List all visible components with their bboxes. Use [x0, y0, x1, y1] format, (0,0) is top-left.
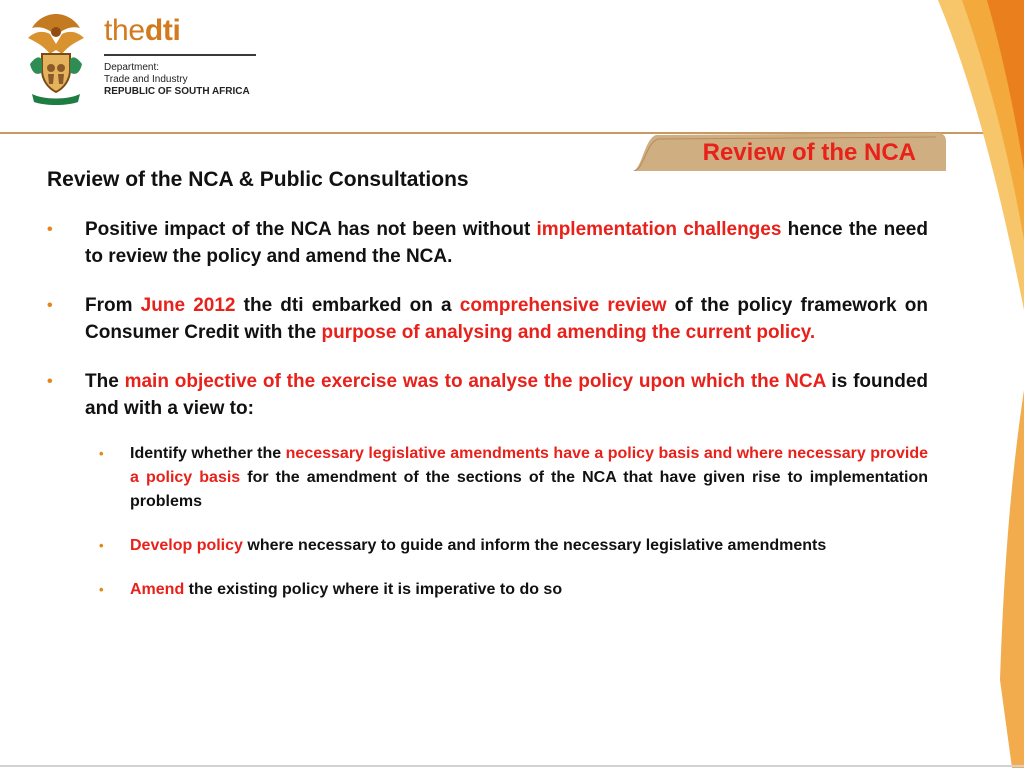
department-line-2: Trade and Industry [104, 74, 188, 85]
text-segment: is founded and with a view to: [85, 371, 928, 419]
section-title: Review of the NCA [702, 139, 916, 166]
sub-bullet-list [99, 442, 929, 602]
bullet-item [47, 292, 928, 346]
corner-swoosh-mid [962, 0, 1024, 240]
sub-bullet-marker: • [99, 446, 104, 461]
text-segment: the dti embarked on a [235, 295, 460, 316]
department-line-1: Department: [104, 62, 160, 73]
bullet-text [85, 371, 928, 419]
corner-swoosh-outer [938, 0, 1024, 310]
text-segment: Positive impact of the NCA has not been without [85, 219, 537, 240]
highlighted-text-segment: main objective of the exercise was to analyse the policy upon which the NCA [124, 371, 826, 392]
side-stripe [1000, 390, 1024, 768]
bullet-marker: • [47, 373, 53, 390]
bullet-item [47, 216, 928, 270]
brand-rule [104, 54, 256, 56]
text-segment: where necessary to guide and inform the necessary legislative amendments [242, 537, 827, 554]
bullet-list [47, 216, 928, 422]
text-segment: Identify whether the [130, 445, 286, 462]
coat-of-arms-logo [18, 10, 94, 106]
sub-bullet-text [130, 581, 562, 598]
highlighted-text-segment: Amend [130, 581, 185, 598]
highlighted-text-segment: June 2012 [140, 295, 236, 316]
department-line-3: REPUBLIC OF SOUTH AFRICA [104, 86, 250, 97]
highlighted-text-segment: . [809, 322, 816, 343]
text-segment: hence the need to review the policy and amend the NCA. [85, 219, 928, 267]
highlighted-text-segment: purpose of analysing and amending the current policy [321, 322, 810, 343]
bullet-text [85, 295, 928, 343]
corner-swoosh-inner [987, 0, 1024, 170]
dti-brand [104, 12, 264, 102]
sub-bullet-text [130, 445, 928, 510]
sub-bullet-item [99, 442, 929, 514]
highlighted-text-segment: comprehensive review [459, 295, 667, 316]
brand-wordmark [104, 12, 181, 50]
bullet-marker: • [47, 297, 53, 314]
text-segment: From [85, 295, 141, 316]
bullet-text [85, 219, 928, 267]
bullet-marker: • [47, 221, 53, 238]
sub-bullet-item [99, 578, 928, 602]
highlighted-text-segment: implementation challenges [536, 219, 782, 240]
highlighted-text-segment: Develop policy [130, 537, 243, 554]
brand-prefix: the [104, 14, 145, 47]
sub-bullet-item [99, 534, 928, 558]
slide-content [47, 166, 928, 602]
sub-bullet-marker: • [99, 538, 104, 553]
sub-bullet-marker: • [99, 582, 104, 597]
text-segment: of the policy framework on Consumer Credit with the [85, 295, 928, 343]
slide-heading: Review of the NCA & Public Consultations [47, 168, 469, 191]
sub-bullet-text [130, 537, 826, 554]
text-segment: for the amendment of the sections of the NCA that have given rise to implementation problems [130, 469, 929, 510]
department-text [104, 62, 250, 98]
text-segment: The [85, 371, 125, 392]
south-africa-coat-of-arms-icon [18, 10, 94, 106]
brand-name: dti [144, 14, 181, 47]
bullet-item [47, 368, 928, 422]
highlighted-text-segment: necessary legislative amendments have a policy basis and where necessary provide a policy basis [130, 445, 929, 486]
text-segment: the existing policy where it is imperative to do so [184, 581, 563, 598]
